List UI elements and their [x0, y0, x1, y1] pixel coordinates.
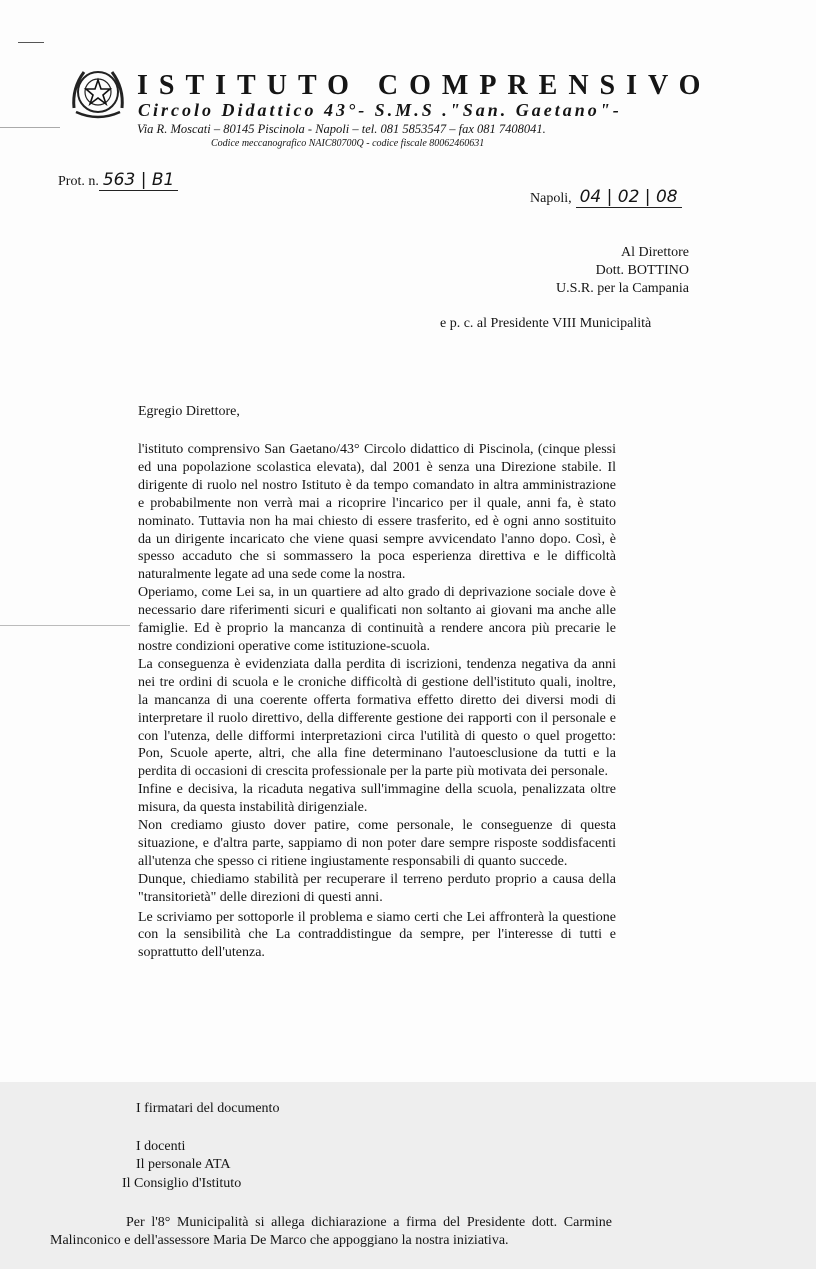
body-paragraph: Non crediamo giusto dover patire, come personale, le conseguenze di questa situazione, e d'altra parte, sappiamo di non poter dare sempre risposte soddisfacenti all'utenza che spesso ci ritiene ingiustamente responsabili di quanto succede.	[138, 818, 616, 869]
place: Napoli,	[530, 191, 572, 206]
recipient-line: U.S.R. per la Campania	[556, 281, 689, 296]
recipient-block	[556, 244, 689, 298]
letter-body	[138, 441, 616, 962]
scan-mark	[18, 42, 44, 43]
protocol-number: 563 | B1	[99, 170, 178, 191]
body-paragraph: l'istituto comprensivo San Gaetano/43° Circolo didattico di Piscinola, (cinque plessi ed una popolazione scolastica elevata), dal 2001 è senza una Direzione stabile. Il dirigente di ruolo nel nostro Istituto è da tempo comandato in altra amministrazione e probabilmente non verrà mai a ricoprire l'incarico per il quale, anni fa, è stato nominato. Tuttavia non ha mai chiesto di essere trasferito, ed è ogni anno sostituito da un dirigente incaricato che viene quasi sempre avvicendato l'anno dopo. Così, è spesso accaduto che si sommassero la poca esperienza direttiva e le difficoltà naturalmente legate ad una sede come la nostra.	[138, 442, 616, 583]
scan-mark	[0, 127, 60, 128]
institute-subtitle: Circolo Didattico 43°- S.M.S ."San. Gaetano"-	[138, 100, 622, 120]
date: 04 | 02 | 08	[576, 187, 682, 208]
body-paragraph: Le scriviamo per sottoporle il problema e siamo certi che Lei affronterà la questione con la sensibilità che La contraddistingue da sempre, per l'interesse di tutti e soprattutto dell'utenza.	[138, 909, 616, 961]
signatory-line: I docenti	[136, 1139, 186, 1154]
body-paragraph: Dunque, chiediamo stabilità per recuperare il terreno perduto proprio a causa della "transitorietà" delle direzioni di questi anni.	[138, 871, 616, 905]
protocol-line	[58, 170, 178, 191]
signatory-line: Il Consiglio d'Istituto	[122, 1176, 242, 1191]
recipient-line: Dott. BOTTINO	[595, 263, 689, 278]
institute-title: ISTITUTO COMPRENSIVO	[137, 70, 712, 101]
republic-emblem-icon	[66, 62, 130, 126]
scan-mark	[0, 625, 130, 626]
place-date-line	[530, 187, 682, 208]
closing-paragraph	[50, 1214, 612, 1250]
institute-address: Via R. Moscati – 80145 Piscinola - Napoli – tel. 081 5853547 – fax 081 7408041.	[137, 122, 546, 136]
signatories-intro: I firmatari del documento	[136, 1101, 280, 1116]
recipient-line: Al Direttore	[620, 245, 689, 260]
cc-line: e p. c. al Presidente VIII Municipalità	[440, 316, 652, 331]
institute-codes: Codice meccanografico NAIC80700Q - codice fiscale 80062460631	[211, 138, 485, 149]
signatory-line: Il personale ATA	[136, 1157, 231, 1172]
closing-text: Per l'8° Municipalità si allega dichiarazione a firma del Presidente dott. Carmine Malinconico e dell'assessore Maria De Marco che appoggiano la nostra iniziativa.	[50, 1215, 612, 1248]
body-paragraph: Infine e decisiva, la ricaduta negativa sull'immagine della scuola, penalizzata oltre misura, da questa instabilità dirigenziale.	[138, 782, 616, 816]
protocol-label: Prot. n.	[58, 174, 99, 189]
salutation: Egregio Direttore,	[138, 404, 240, 419]
body-paragraph: La conseguenza è evidenziata dalla perdita di iscrizioni, tendenza negativa da anni nei tre ordini di scuola e le croniche difficoltà di gestione dell'istituto quali, inoltre, la mancanza di una coerente offerta formativa effetto diretto dei diversi modi di interpretare il ruolo direttivo, della differente gestione dei rapporti con il personale e con l'utenza, delle difformi interpretazioni circa l'utilità di questo o quel progetto: Pon, Scuole aperte, altri, che alla fine determinano l'autoesclusione da tutti e la perdita di occasioni di crescita professionale per la parte più motivata dei personale.	[138, 656, 616, 780]
body-paragraph: Operiamo, come Lei sa, in un quartiere ad alto grado di deprivazione sociale dove è necessario dare riferimenti sicuri e qualificati non soltanto ai giovani ma anche alle famiglie. Ed è proprio la mancanza di continuità a rendere ancora più precarie le nostre condizioni operative come istituzione-scuola.	[138, 585, 616, 654]
